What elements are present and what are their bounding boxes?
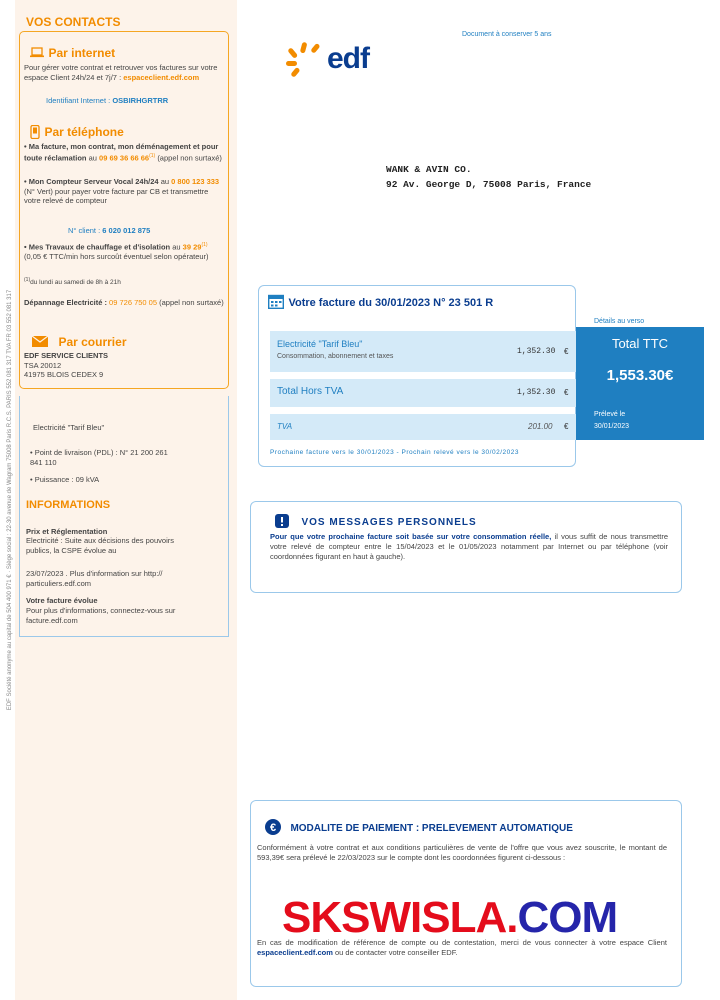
payment-title: € MODALITE DE PAIEMENT : PRELEVEMENT AUTOMATIQUE [265, 818, 573, 836]
payment-espace-client-link[interactable]: espaceclient.edf.com [257, 948, 333, 957]
contacts-title: VOS CONTACTS [26, 15, 121, 29]
conserve-note: Document à conserver 5 ans [462, 31, 552, 38]
depannage-line: Dépannage Electricité : 09 726 750 05 (appel non surtaxé) [24, 298, 224, 307]
client-number: N° client : 6 020 012 875 [68, 226, 151, 235]
internet-identifier: Identifiant Internet : OSBIRHGRTRR [46, 96, 169, 105]
invoice-title: Votre facture du 30/01/2023 N° 23 501 R [268, 293, 493, 311]
works-hours: $^{(1)}$du lundi au samedi de 8h à 21h [24, 277, 121, 287]
alert-icon [275, 514, 289, 528]
facture-evolue-text: Pour plus d'informations, connectez-vous sur facture.edf.com [26, 606, 176, 625]
prix-more: 23/07/2023 . Plus d'information sur http:// particuliers.edf.com [26, 569, 163, 588]
prix-text: Electricité : Suite aux décisions des pouvoirs publics, la CSPE évolue au [26, 536, 174, 555]
messages-title: VOS MESSAGES PERSONNELS [275, 512, 477, 530]
payment-text: Conformément à votre contrat et aux conditions particulières de vente de l'offre que vous avez souscrite, le montant de 593,39€ sera prélevé le 22/03/2023 sur le compte dont les coordonnées figurent ci-dessous : [257, 843, 667, 862]
phone-icon [30, 125, 40, 139]
edf-sun-icon [285, 40, 327, 78]
euro-icon [265, 819, 281, 835]
internet-section-title: Par internet [30, 44, 115, 62]
phone-item-works: • Mes Travaux de chauffage et d'isolation au 39 29$^{(1)}$ (0,05 € TTC/min hors surcoût éventuel selon opérateur) [24, 242, 209, 261]
laptop-icon [30, 47, 44, 58]
espace-client-link[interactable]: espaceclient.edf.com [123, 72, 200, 82]
recipient-address: 92 Av. George D, 75008 Paris, France [386, 179, 592, 190]
messages-text: Pour que votre prochaine facture soit basée sur votre consommation réelle, il vous suffit de nous transmettre votre relevé de compteur entre le 15/04/2023 et le 01/05/2023 notamment par Internet ou par téléphone (voir coordonnées figurant en haut à gauche). [270, 532, 668, 561]
prix-title: Prix et Réglementation [26, 527, 108, 536]
calendar-icon [268, 294, 284, 309]
invoice-row-tva: TVA 201.00 € [270, 414, 576, 440]
watermark: SKSWISLA.COM [282, 893, 618, 942]
edf-logo: edf [285, 40, 395, 80]
offer-pdl: • Point de livraison (PDL) : N° 21 200 261 841 110 [30, 448, 168, 467]
phone-item-meter: • Mon Compteur Serveur Vocal 24h/24 au 0 800 123 333 (N° Vert) pour payer votre facture par CB et transmettre votre relevé de compteur [24, 177, 220, 205]
information-title: INFORMATIONS [26, 499, 111, 511]
offer-power: • Puissance : 09 kVA [30, 475, 100, 484]
mail-section-title: Par courrier [32, 333, 127, 351]
invoice-row-total-ht: Total Hors TVA 1,352.30 € [270, 379, 576, 407]
next-invoice-info: Prochaine facture vers le 30/01/2023 - Prochain relevé vers le 30/02/2023 [270, 449, 519, 456]
envelope-icon [32, 336, 48, 347]
facture-evolue-title: Votre facture évolue [26, 596, 98, 605]
phone-item-invoice: • Ma facture, mon contrat, mon déménagement et pour toute réclamation au 09 69 36 66 66$^{(1)}$ (appel non surtaxé) [24, 142, 222, 162]
internet-text: Pour gérer votre contrat et retrouver vos factures sur votre espace Client 24h/24 et 7j/7 : espaceclient.edf.com [24, 63, 218, 82]
invoice-row-electricite: Electricité "Tarif Bleu" Consommation, abonnement et taxes 1,352.30 € [270, 331, 576, 372]
offer-title: Electricité "Tarif Bleu" [33, 423, 105, 432]
phone-section-title: Par téléphone [30, 123, 124, 141]
mail-address: EDF SERVICE CLIENTS TSA 20012 41975 BLOIS CEDEX 9 [24, 351, 109, 379]
legal-vertical-text: EDF Société anonyme au capital de 504 400 971 € · Siège social : 22-30 avenue de Wagram 75008 Paris R.C.S. PARIS 552 081 317 TVA FR 03 552 081 317 [7, 289, 13, 711]
svg-text:€: € [269, 821, 277, 834]
recipient-name: WANK & AVIN CO. [386, 164, 472, 175]
payment-change-text: En cas de modification de référence de compte ou de contestation, merci de vous connecter à votre espace Client espaceclient.edf.com ou de contacter votre conseiller EDF. [257, 938, 667, 957]
details-verso-link[interactable]: Détails au verso [594, 318, 645, 325]
total-ttc-panel: Total TTC 1,553.30€ Prélevé le 30/01/2023 [576, 327, 704, 440]
